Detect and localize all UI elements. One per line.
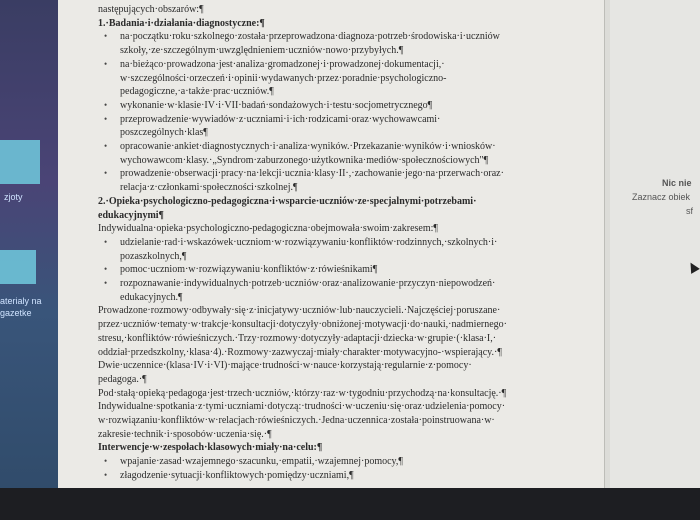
document-line[interactable]: poszczególnych·klas¶ [120, 127, 208, 139]
document-line[interactable]: stresu,·konfliktów·rówieśniczych.·Trzy·rozmowy·dotyczyły·adaptacji·dziecka·w·grupie·(·klasa·I,· [98, 332, 497, 344]
bullet-icon: • [104, 264, 108, 275]
document-line[interactable]: pedagoga.·¶ [98, 373, 147, 385]
desktop-icon[interactable] [0, 250, 36, 284]
document-line[interactable]: prowadzenie·obserwacji·pracy·na·lekcji·ucznia·klasy·II·,·zachowanie·jego·na·przerwach·oraz· [120, 168, 504, 180]
document-line[interactable]: 1.·Badania·i·działania·diagnostyczne:¶ [98, 17, 265, 29]
bullet-icon: • [104, 58, 108, 69]
panel-hint-2: sf [686, 206, 694, 216]
document-line[interactable]: wychowawcom·klasy.·„Syndrom·zaburzonego·użytkownika·mediów·społecznościowych"¶ [120, 154, 489, 166]
document-window [58, 0, 610, 488]
document-line[interactable]: Prowadzone·rozmowy·odbywały·się·z·inicjatywy·uczniów·lub·nauczycieli.·Najczęściej·poruszane· [98, 305, 501, 317]
desktop-icon-label[interactable]: gazetke [0, 308, 32, 318]
bullet-icon: • [104, 31, 108, 42]
bullet-icon: • [104, 113, 108, 124]
document-line[interactable]: edukacyjnymi¶ [98, 209, 164, 221]
document-line[interactable]: rozpoznawanie·indywidualnych·potrzeb·uczniów·oraz·analizowanie·przyczyn·niepowodzeń· [120, 278, 496, 289]
document-line[interactable]: edukacyjnych.¶ [120, 291, 183, 303]
properties-panel [610, 0, 700, 488]
desktop-icon[interactable] [0, 140, 40, 184]
document-line[interactable]: przeprowadzenie·wywiadów·z·uczniami·i·ich·rodzicami·oraz·wychowawcami· [120, 113, 441, 125]
document-line[interactable]: przez·uczniów·tematy·w·trakcje·konsultacji·dotyczyły·obniżonej·motywacji·do·nauki,·nadmiernego· [98, 319, 507, 331]
document-line[interactable]: w·rozwiązaniu·konfliktów·w·relacjach·rówieśniczych.·Jedna·uczennica·została·poinstruowana·w· [98, 415, 495, 426]
bullet-icon: • [104, 168, 108, 179]
bullet-icon: • [104, 99, 108, 110]
desktop-icon-label[interactable]: zjoty [4, 192, 23, 202]
bullet-icon: • [104, 278, 108, 288]
panel-hint: Zaznacz obiek [632, 192, 691, 202]
document-line[interactable]: Indywidualna·opieka·psychologiczno-pedagogiczna·obejmowała·swoim·zakresem:¶ [98, 223, 438, 235]
document-line[interactable]: w·szczególności·orzeczeń·i·opinii·wydawanych·przez·poradnie·psychologiczno- [120, 72, 447, 84]
screen-bezel [0, 488, 700, 520]
bullet-icon: • [104, 456, 108, 467]
document-line[interactable]: oddział·przedszkolny,·klasa·4).·Rozmowy·zazwyczaj·miały·charakter·motywacyjno-·wspierający.·¶ [98, 346, 502, 358]
document-line[interactable]: Indywidualne·spotkania·z·tymi·uczniami·dotyczą:·trudności·w·uczeniu·się·oraz·udzielenia·pomocy· [98, 401, 506, 413]
document-line[interactable]: pozaszkolnych,¶ [120, 250, 187, 262]
bullet-icon: • [104, 236, 108, 247]
document-line[interactable]: pomoc·uczniom·w·rozwiązywaniu·konfliktów·z·rówieśnikami¶ [120, 264, 378, 276]
document-line[interactable]: Interwencje·w·zespołach·klasowych·miały·na·celu:¶ [98, 442, 323, 454]
document-line[interactable]: Pod·stałą·opieką·pedagoga·jest·trzech·uczniów,·którzy·raz·w·tygodniu·przychodzą·na·konsultację.·¶ [98, 387, 507, 399]
document-line[interactable]: opracowanie·ankiet·diagnostycznych·i·analiza·wyników.·Przekazanie·wyników·i·wniosków· [120, 141, 496, 152]
document-line[interactable]: szkoły,·ze·szczególnym·uwzględnieniem·uczniów·nowo·przybyłych.¶ [120, 45, 404, 57]
bullet-icon: • [104, 141, 108, 151]
document-line[interactable]: złagodzenie·sytuacji·konfliktowych·pomiędzy·uczniami,¶ [120, 469, 354, 481]
document-line[interactable]: następujących·obszarów:¶ [98, 4, 204, 15]
document-page[interactable] [58, 0, 605, 488]
panel-title: Nic nie [662, 178, 692, 188]
document-line[interactable]: 2.·Opieka·psychologiczno-pedagogiczna·i·wsparcie·uczniów·ze·specjalnymi·potrzebami· [98, 195, 477, 207]
document-line[interactable]: udzielanie·rad·i·wskazówek·uczniom·w·rozwiązywaniu·konfliktów·rodzinnych,·szkolnych·i· [120, 236, 498, 248]
document-line[interactable]: na·bieżąco·prowadzona·jest·analiza·gromadzonej·i·prowadzonej·dokumentacji,· [120, 58, 445, 70]
desktop-background [0, 0, 58, 520]
desktop-icon-label[interactable]: aterialy na [0, 296, 42, 306]
document-line[interactable]: wpajanie·zasad·wzajemnego·szacunku,·empatii,·wzajemnej·pomocy,¶ [120, 456, 403, 468]
document-line[interactable]: zakresie·technik·i·sposobów·uczenia·się.·¶ [98, 428, 272, 440]
document-line[interactable]: Dwie·uczennice·(klasa·IV·i·VI)·mające·trudności·w·nauce·korzystają·regularnie·z·pomocy· [98, 360, 472, 372]
document-line[interactable]: wykonanie·w·klasie·IV·i·VII·badań·sondażowych·i·testu·socjometrycznego¶ [120, 99, 433, 111]
document-line[interactable]: na·początku·roku·szkolnego·została·przeprowadzona·diagnoza·potrzeb·środowiska·i·uczniów [120, 31, 500, 43]
document-line[interactable]: pedagogiczne,·a·także·prac·uczniów.¶ [120, 86, 274, 98]
bullet-icon: • [104, 469, 108, 480]
document-line[interactable]: relacja·z·członkami·społeczności·szkolnej.¶ [120, 182, 298, 194]
